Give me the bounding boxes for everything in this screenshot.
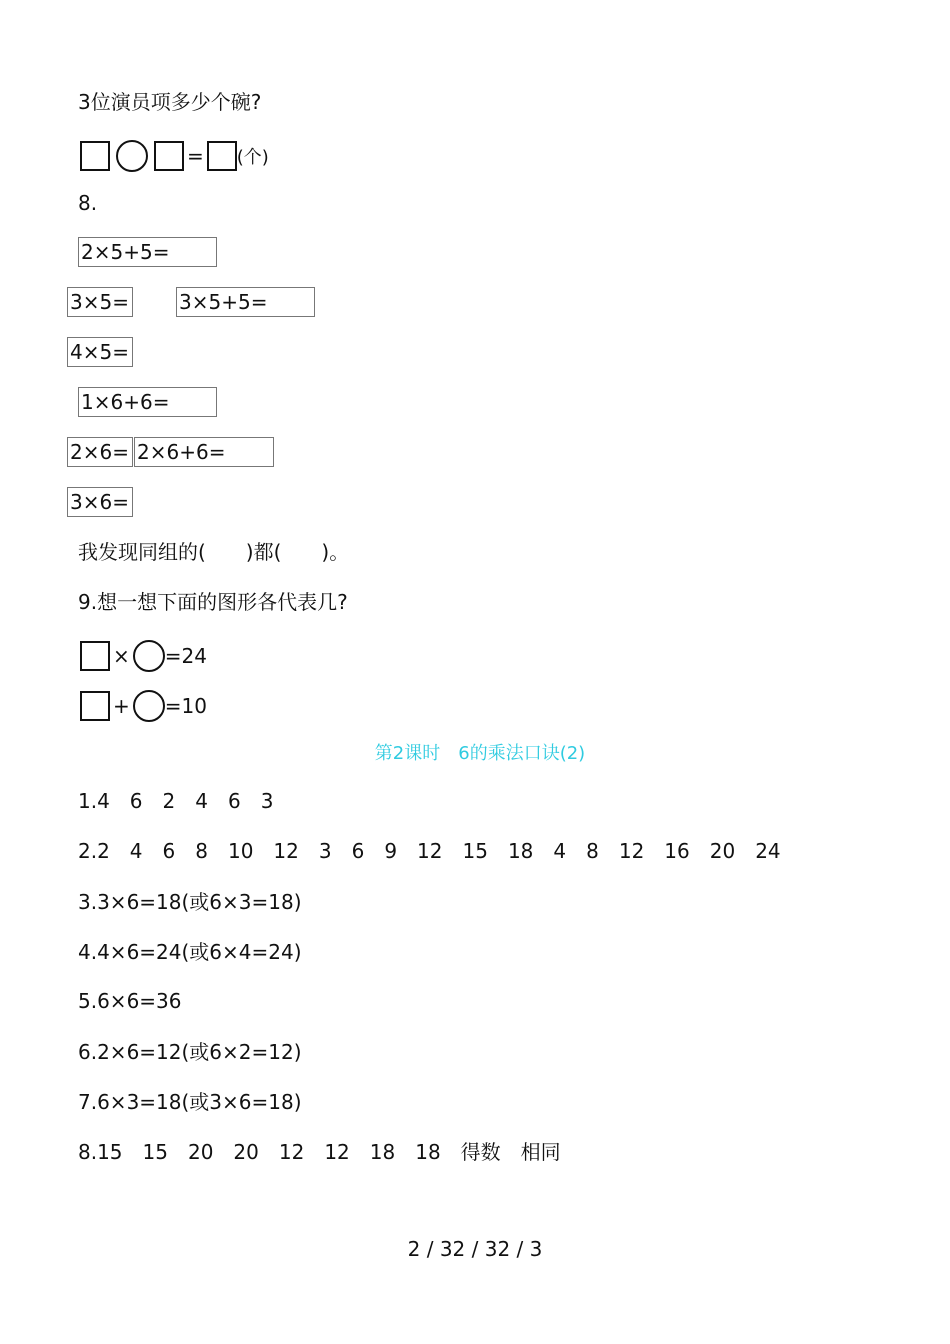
equals-sign: = <box>187 144 204 168</box>
circle-blank <box>133 640 165 672</box>
answer-line: 5.6×6=36 <box>78 989 182 1013</box>
square-blank <box>207 141 237 171</box>
answer-line: 1.4 6 2 4 6 3 <box>78 789 274 813</box>
square-blank <box>154 141 184 171</box>
q9-equation-2 <box>80 690 207 722</box>
multiply-sign: × <box>113 644 130 668</box>
q8-find-statement: 我发现同组的( )都( )。 <box>78 540 350 564</box>
square-blank <box>80 641 110 671</box>
page-footer: 2 / 32 / 32 / 3 <box>407 1237 543 1261</box>
square-blank <box>80 141 110 171</box>
q7-question: 3位演员项多少个碗? <box>78 90 262 114</box>
expr-box: 2×6+6= <box>134 437 274 467</box>
expr-box: 1×6+6= <box>78 387 217 417</box>
expr-box: 2×6= <box>67 437 133 467</box>
q8-label: 8. <box>78 191 98 215</box>
answer-line: 2.2 4 6 8 10 12 3 6 9 12 15 18 4 8 12 16 20 24 <box>78 839 781 863</box>
answer-line: 6.2×6=12(或6×2=12) <box>78 1040 302 1064</box>
equation-result: =24 <box>164 644 207 668</box>
answer-line: 7.6×3=18(或3×6=18) <box>78 1090 302 1114</box>
expr-box: 3×5= <box>67 287 133 317</box>
expr-box: 4×5= <box>67 337 133 367</box>
lesson-title: 第2课时 6的乘法口诀(2) <box>374 743 586 764</box>
expr-box: 3×6= <box>67 487 133 517</box>
q7-equation <box>80 140 269 172</box>
expr-box: 2×5+5= <box>78 237 217 267</box>
equation-result: =10 <box>164 694 207 718</box>
q9-equation-1 <box>80 640 207 672</box>
q9-question: 9.想一想下面的图形各代表几? <box>78 590 348 614</box>
circle-blank <box>116 140 148 172</box>
plus-sign: + <box>113 694 130 718</box>
expr-box: 3×5+5= <box>176 287 315 317</box>
answer-line: 8.15 15 20 20 12 12 18 18 得数 相同 <box>78 1140 561 1164</box>
answer-line: 4.4×6=24(或6×4=24) <box>78 940 302 964</box>
answer-line: 3.3×6=18(或6×3=18) <box>78 890 302 914</box>
circle-blank <box>133 690 165 722</box>
unit-label: (个) <box>236 147 269 168</box>
square-blank <box>80 691 110 721</box>
